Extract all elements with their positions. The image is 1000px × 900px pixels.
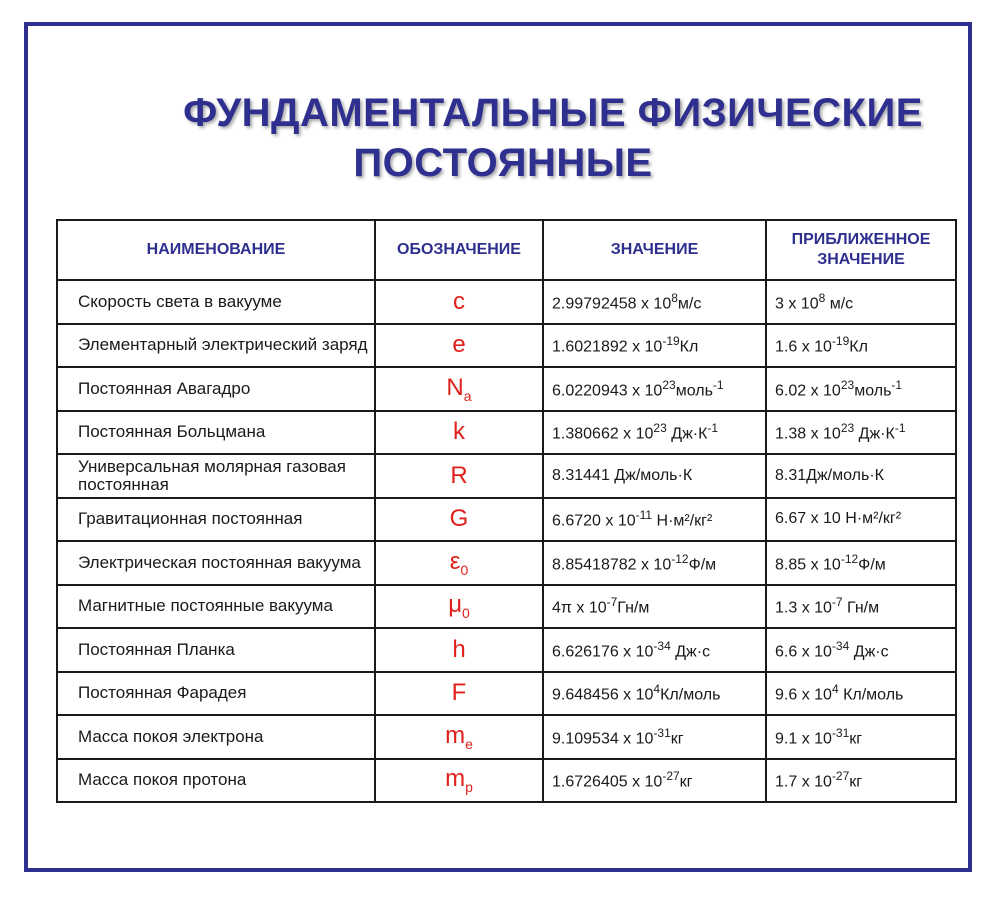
constant-value-exponent: 23: [662, 377, 676, 392]
constant-value-unit: моль: [675, 381, 713, 399]
constant-value-unit: Дж·с: [670, 642, 711, 660]
constant-value: [543, 715, 766, 759]
constant-value-unit: Ф/м: [688, 555, 717, 573]
constant-approx: [766, 367, 956, 411]
constant-approx-unit: Дж·К: [854, 425, 895, 443]
symbol-main: G: [449, 505, 469, 533]
constant-value-unit: Кл/моль: [660, 686, 721, 704]
symbol-main: R: [450, 461, 468, 489]
table-row: [57, 324, 956, 368]
constant-value-unit: Кл: [679, 338, 699, 356]
constant-approx-unit: Ф/м: [858, 555, 886, 573]
constant-value-exponent: -19: [662, 334, 680, 349]
constant-value: [543, 411, 766, 455]
symbol-main: N: [446, 373, 464, 401]
constant-approx: [766, 280, 956, 324]
table-row: [57, 498, 956, 542]
constant-approx-unit: Кл: [849, 338, 868, 356]
table-row: [57, 672, 956, 716]
constant-approx: [766, 585, 956, 629]
title-line-2: ПОСТОЯННЫЕ: [353, 141, 653, 185]
constant-value-exponent: -11: [635, 508, 653, 523]
constant-approx-exponent: -19: [831, 334, 850, 349]
constant-value-base: 4π x 10: [552, 599, 607, 617]
constant-approx-unit-exponent: -1: [894, 421, 906, 436]
header-value: ЗНАЧЕНИЕ: [543, 220, 766, 280]
constant-approx-exponent: 23: [840, 421, 855, 436]
constant-value-exponent: -34: [653, 638, 671, 653]
constant-symbol: [375, 541, 543, 585]
constant-approx-base: 1.6 x 10: [775, 338, 832, 356]
constant-name: Постоянная Больцмана: [57, 411, 375, 455]
table-row: [57, 411, 956, 455]
constant-symbol: [375, 628, 543, 672]
constant-approx-exponent: -12: [840, 551, 859, 566]
constant-name: Постоянная Авагадро: [57, 367, 375, 411]
constant-approx-base: 9.1 x 10: [775, 729, 832, 747]
constant-value-base: 6.0220943 x 10: [552, 381, 663, 399]
constant-value-exponent: 4: [653, 682, 661, 697]
constant-value: [543, 498, 766, 542]
constant-approx-unit: Кл/моль: [838, 686, 904, 704]
header-name: НАИМЕНОВАНИЕ: [57, 220, 375, 280]
title-line-1: ФУНДАМЕНТАЛЬНЫЕ ФИЗИЧЕСКИЕ: [183, 91, 923, 135]
constant-symbol: [375, 367, 543, 411]
symbol-main: k: [453, 418, 465, 446]
constant-approx-base: 8.31Дж/моль·К: [775, 466, 884, 484]
constant-value-base: 6.626176 x 10: [552, 642, 654, 660]
constant-value-unit: Гн/м: [617, 599, 650, 617]
constant-approx-unit: м/с: [825, 294, 854, 312]
poster-frame: [24, 22, 972, 872]
header-approx: ПРИБЛИЖЕННОЕ ЗНАЧЕНИЕ: [766, 220, 956, 280]
constant-value-unit: кг: [679, 773, 693, 791]
constant-approx-base: 1.3 x 10: [775, 599, 832, 617]
constant-approx-exponent: -31: [831, 725, 850, 740]
constant-name: Гравитационная постоянная: [57, 498, 375, 542]
constant-approx-unit: Н·м²/кг²: [840, 510, 902, 528]
constant-approx: [766, 454, 956, 498]
constant-approx-base: 3 x 10: [775, 294, 819, 312]
constant-name: Постоянная Фарадея: [57, 672, 375, 716]
constant-approx-base: 6.02 x 10: [775, 381, 841, 399]
constant-name: Постоянная Планка: [57, 628, 375, 672]
constant-value-exponent: -7: [606, 595, 618, 610]
constant-value: [543, 628, 766, 672]
constant-value: [543, 454, 766, 498]
constant-value: [543, 367, 766, 411]
table-row: [57, 628, 956, 672]
constant-value-exponent: -31: [653, 725, 671, 740]
constant-approx-exponent: 4: [831, 682, 839, 697]
constant-value-unit: м/с: [677, 294, 702, 312]
constant-approx: [766, 324, 956, 368]
table-header-row: [57, 220, 956, 280]
constant-value-unit-exponent: -1: [707, 421, 719, 436]
symbol-subscript: a: [463, 387, 472, 404]
constant-symbol: [375, 672, 543, 716]
constant-value: [543, 672, 766, 716]
symbol-subscript: p: [465, 779, 473, 796]
constant-value-base: 2.99792458 x 10: [552, 294, 672, 312]
constant-value-base: 9.648456 x 10: [552, 686, 654, 704]
table-row: [57, 541, 956, 585]
constant-value-unit: Дж·К: [666, 425, 708, 443]
symbol-subscript: 0: [462, 605, 470, 622]
constant-approx-base: 6.67 x 10: [775, 510, 841, 528]
table-row: [57, 367, 956, 411]
constant-approx: [766, 759, 956, 803]
constant-approx-unit: Дж·с: [849, 642, 889, 660]
constant-symbol: [375, 324, 543, 368]
constant-approx-base: 1.7 x 10: [775, 773, 832, 791]
constant-value-base: 8.31441 Дж/моль·К: [552, 466, 693, 484]
constant-approx-base: 9.6 x 10: [775, 686, 832, 704]
constant-symbol: [375, 498, 543, 542]
constant-approx: [766, 715, 956, 759]
symbol-main: h: [452, 635, 466, 663]
table-row: [57, 585, 956, 629]
page-title: [28, 88, 968, 188]
constant-name: Скорость света в вакууме: [57, 280, 375, 324]
constant-approx: [766, 411, 956, 455]
constant-value-base: 1.6021892 x 10: [552, 338, 663, 356]
constant-approx: [766, 541, 956, 585]
symbol-main: e: [452, 331, 466, 359]
constant-value-exponent: -27: [662, 769, 680, 784]
header-symbol: ОБОЗНАЧЕНИЕ: [375, 220, 543, 280]
table-body: [57, 280, 956, 802]
symbol-main: m: [445, 721, 466, 749]
constant-approx-base: 6.6 x 10: [775, 642, 832, 660]
constant-value-base: 6.6720 x 10: [552, 512, 636, 530]
constant-name: Универсальная молярная газовая постоянная: [57, 454, 375, 498]
constant-approx-exponent: 8: [818, 290, 826, 305]
constant-value: [543, 280, 766, 324]
symbol-main: μ: [448, 591, 463, 619]
constant-symbol: [375, 280, 543, 324]
constant-value-unit-exponent: -1: [712, 377, 724, 392]
constant-value-exponent: 8: [671, 290, 678, 305]
constant-approx-exponent: -27: [831, 769, 850, 784]
constant-value-base: 9.109534 x 10: [552, 729, 654, 747]
symbol-subscript: 0: [460, 561, 469, 578]
constant-value: [543, 324, 766, 368]
constant-value-unit: Н·м²/кг²: [652, 512, 713, 530]
constant-name: Масса покоя электрона: [57, 715, 375, 759]
table-row: [57, 715, 956, 759]
table-row: [57, 454, 956, 498]
constant-value-exponent: -12: [671, 551, 689, 566]
constant-approx-exponent: -34: [831, 638, 850, 653]
constant-symbol: [375, 411, 543, 455]
constant-value-base: 1.6726405 x 10: [552, 773, 663, 791]
constant-approx-unit: Гн/м: [842, 599, 880, 617]
table-row: [57, 759, 956, 803]
constant-approx-unit: кг: [849, 729, 863, 747]
constant-name: Магнитные постоянные вакуума: [57, 585, 375, 629]
constant-approx: [766, 628, 956, 672]
symbol-subscript: e: [465, 735, 473, 752]
constant-approx-unit: моль: [854, 381, 892, 399]
constants-table: [56, 219, 957, 803]
constant-value-base: 1.380662 x 10: [552, 425, 654, 443]
constant-approx-base: 1.38 x 10: [775, 425, 841, 443]
constant-value: [543, 585, 766, 629]
constant-approx-unit-exponent: -1: [891, 377, 903, 392]
constant-name: Электрическая постоянная вакуума: [57, 541, 375, 585]
constant-approx: [766, 672, 956, 716]
constant-approx-exponent: -7: [831, 595, 843, 610]
symbol-main: ε: [449, 547, 461, 575]
constant-symbol: [375, 585, 543, 629]
constant-approx-unit: кг: [849, 773, 863, 791]
constant-value-exponent: 23: [653, 421, 667, 436]
constant-symbol: [375, 715, 543, 759]
symbol-main: F: [451, 679, 467, 707]
constant-value-base: 8.85418782 x 10: [552, 555, 672, 573]
constant-approx: [766, 498, 956, 542]
symbol-main: m: [445, 765, 466, 793]
constant-value: [543, 541, 766, 585]
constant-symbol: [375, 454, 543, 498]
table-row: [57, 280, 956, 324]
constant-name: Масса покоя протона: [57, 759, 375, 803]
constant-value: [543, 759, 766, 803]
constant-value-unit: кг: [670, 729, 684, 747]
symbol-main: c: [453, 287, 465, 315]
constant-name: Элементарный электрический заряд: [57, 324, 375, 368]
constant-symbol: [375, 759, 543, 803]
constant-approx-exponent: 23: [840, 377, 855, 392]
constant-approx-base: 8.85 x 10: [775, 555, 841, 573]
